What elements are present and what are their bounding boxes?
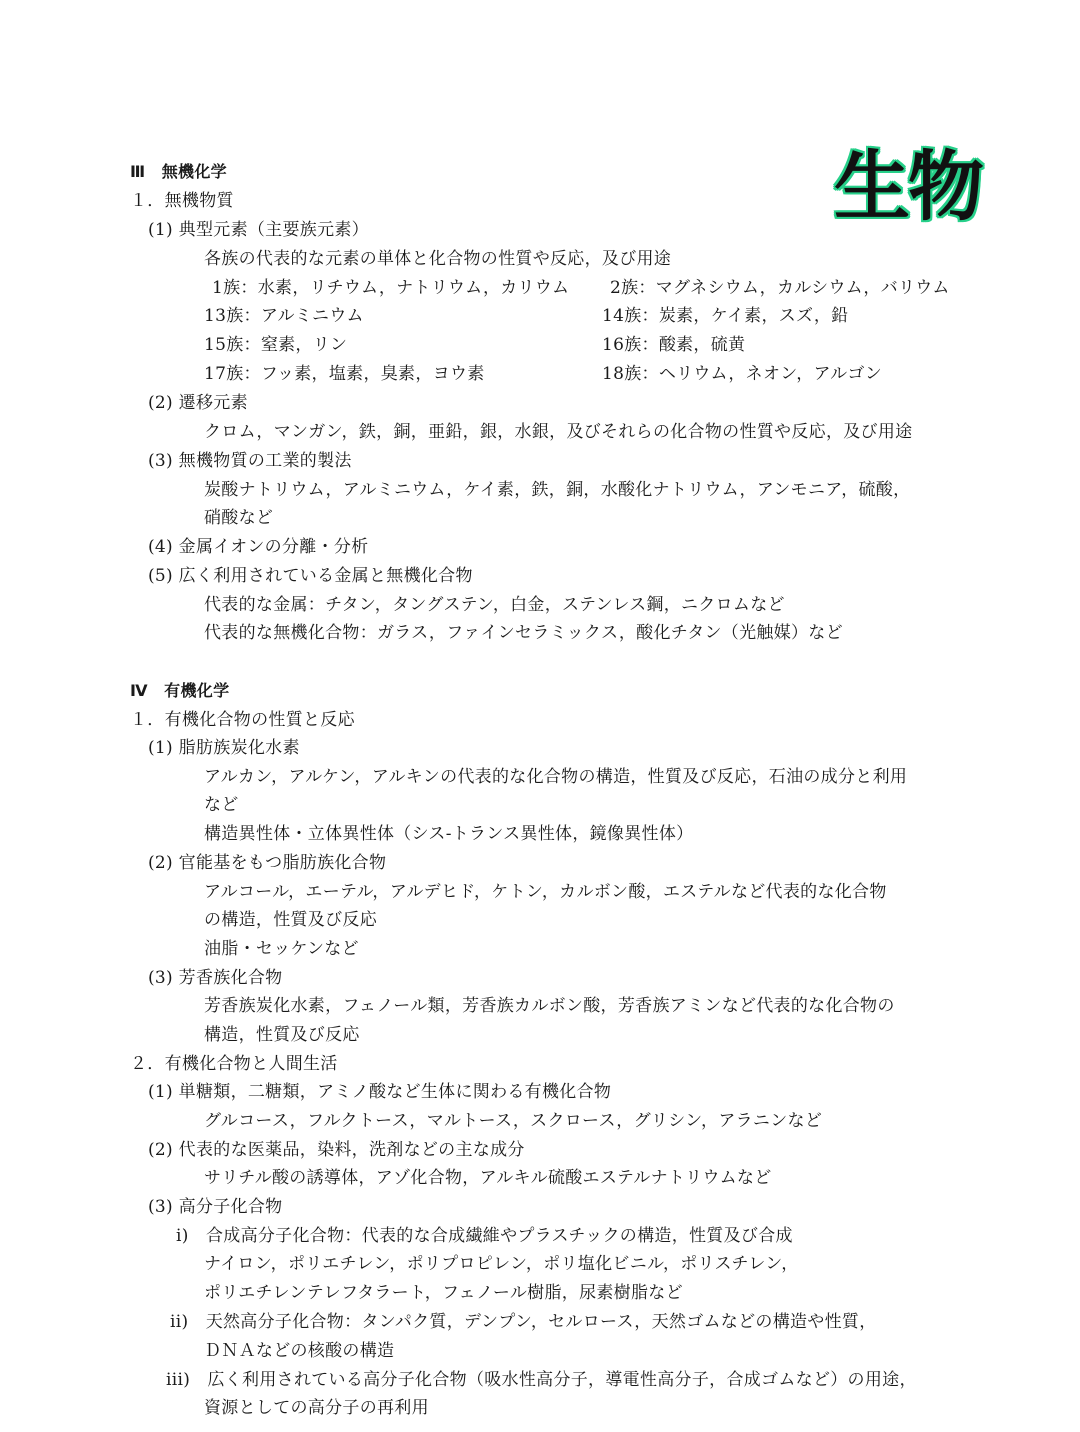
- group-right: 14族：炭素，ケイ素，スズ，鉛: [602, 306, 849, 326]
- subitem-heading: (4) 金属イオンの分離・分析: [148, 537, 369, 557]
- group-left: 15族：窒素，リン: [204, 335, 348, 355]
- subitem-heading: (2) 代表的な医薬品，染料，洗剤などの主な成分: [148, 1140, 525, 1160]
- subitem-text: ＤＮＡなどの核酸の構造: [204, 1341, 395, 1361]
- subitem-text: 硝酸など: [204, 508, 274, 528]
- subitem-text: 炭酸ナトリウム，アルミニウム，ケイ素，鉄，銅，水酸化ナトリウム，アンモニア，硫酸，: [204, 480, 911, 500]
- subitem-heading: (5) 広く利用されている金属と無機化合物: [148, 566, 473, 586]
- roman-item: i) 合成高分子化合物：代表的な合成繊維やプラスチックの構造，性質及び合成: [176, 1226, 793, 1246]
- subitem-heading: (1) 単糖類，二糖類，アミノ酸など生体に関わる有機化合物: [148, 1082, 612, 1102]
- subitem-heading: (1) 脂肪族炭化水素: [148, 738, 300, 758]
- subitem-text: 資源としての高分子の再利用: [204, 1398, 429, 1418]
- group-right: 16族：酸素，硫黄: [602, 335, 746, 355]
- group-left: 17族：フッ素，塩素，臭素，ヨウ素: [204, 364, 485, 384]
- subitem-text: アルコール，エーテル，アルデヒド，ケトン，カルボン酸，エステルなど代表的な化合物: [204, 882, 887, 902]
- item-heading: ２．有機化合物と人間生活: [130, 1054, 338, 1074]
- subitem-text: 芳香族炭化水素，フェノール類，芳香族カルボン酸，芳香族アミンなど代表的な化合物の: [204, 996, 895, 1016]
- subitem-heading: (3) 芳香族化合物: [148, 968, 283, 988]
- subitem-text: クロム，マンガン，鉄，銅，亜鉛，銀，水銀，及びそれらの化合物の性質や反応，及び用途: [204, 422, 913, 442]
- subitem-heading: (1) 典型元素（主要族元素）: [148, 220, 369, 240]
- subitem-heading: (2) 遷移元素: [148, 393, 248, 413]
- subitem-text: 構造，性質及び反応: [204, 1025, 360, 1045]
- item-heading: １．有機化合物の性質と反応: [130, 710, 355, 730]
- subitem-text: ポリエチレンテレフタラート，フェノール樹脂，尿素樹脂など: [204, 1283, 683, 1303]
- subitem-text: など: [204, 795, 239, 815]
- subitem-text: 構造異性体・立体異性体（シス-トランス異性体，鏡像異性体）: [204, 824, 694, 844]
- subitem-text: の構造，性質及び反応: [204, 910, 377, 930]
- subitem-text: 油脂・セッケンなど: [204, 939, 359, 959]
- section-heading: Ⅲ 無機化学: [130, 162, 227, 181]
- item-heading: １．無機物質: [130, 191, 234, 211]
- subitem-text: ナイロン，ポリエチレン，ポリプロピレン，ポリ塩化ビニル，ポリスチレン，: [204, 1254, 799, 1274]
- overlay-label: 生物: [834, 142, 982, 231]
- subitem-text: 代表的な無機化合物：ガラス，ファインセラミックス，酸化チタン（光触媒）など: [204, 623, 843, 643]
- subitem-heading: (2) 官能基をもつ脂肪族化合物: [148, 853, 387, 873]
- roman-item: iii) 広く利用されている高分子化合物（吸水性高分子，導電性高分子，合成ゴムなど）の用途，: [166, 1370, 917, 1390]
- group-right: 18族：ヘリウム，ネオン，アルゴン: [602, 364, 883, 384]
- roman-item: ii) 天然高分子化合物：タンパク質，デンプン，セルロース，天然ゴムなどの構造や性質，: [170, 1312, 877, 1332]
- subitem-text: グルコース，フルクトース，マルトース，スクロース，グリシン，アラニンなど: [204, 1111, 823, 1131]
- group-left: 1族：水素，リチウム，ナトリウム，カリウム: [212, 278, 570, 298]
- section-heading: Ⅳ 有機化学: [130, 681, 230, 700]
- subitem-heading: (3) 高分子化合物: [148, 1197, 283, 1217]
- subitem-text: サリチル酸の誘導体，アゾ化合物，アルキル硫酸エステルナトリウムなど: [204, 1168, 772, 1188]
- group-left: 13族：アルミニウム: [204, 306, 364, 326]
- subitem-heading: (3) 無機物質の工業的製法: [148, 451, 352, 471]
- subitem-text: アルカン，アルケン，アルキンの代表的な化合物の構造，性質及び反応，石油の成分と利用: [204, 767, 908, 787]
- subitem-text: 各族の代表的な元素の単体と化合物の性質や反応，及び用途: [204, 249, 672, 269]
- subitem-text: 代表的な金属：チタン，タングステン，白金，ステンレス鋼，ニクロムなど: [204, 595, 785, 615]
- group-right: 2族：マグネシウム，カルシウム，バリウム: [610, 278, 950, 298]
